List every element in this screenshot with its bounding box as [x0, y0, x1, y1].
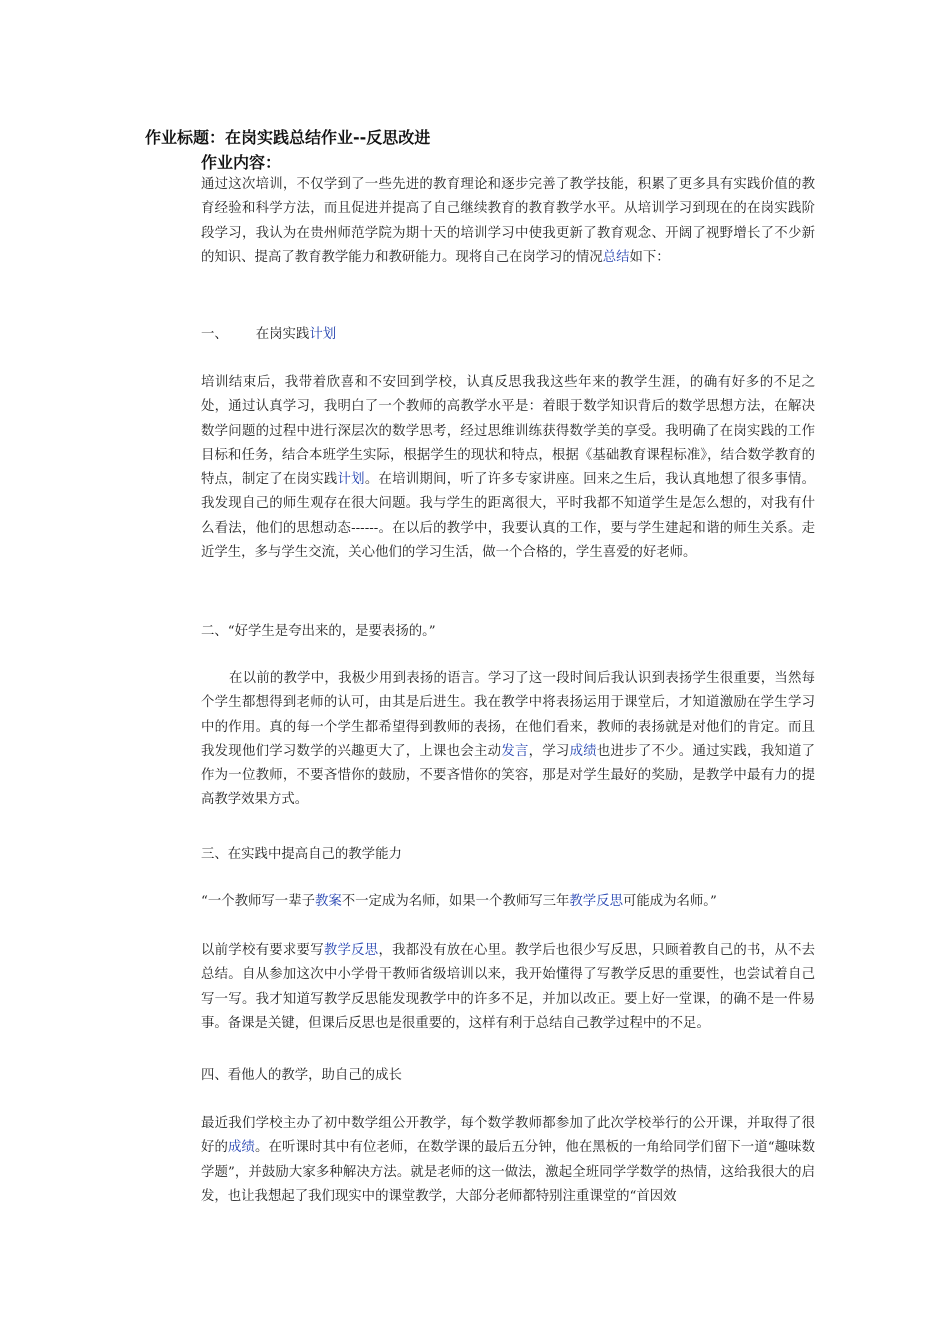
section-4-paragraph: 最近我们学校主办了初中数学组公开教学，每个数学教师都参加了此次学校举行的公开课，并取得了很好的成绩。在听课时其中有位老师，在数学课的最后五分钟，他在黑板的一角给同学们留下一道“趣味数学题”，并鼓励大家多种解决方法。就是老师的这一做法，激起全班同学学数学的热情，这给我很大的启发，也让我想起了我们现实中的课堂教学，大部分老师都特别注重课堂的“首因效 [201, 1116, 816, 1204]
speak-link[interactable]: 发言 [501, 743, 529, 759]
intro-paragraph: 通过这次培训，不仅学到了一些先进的教育理论和逐步完善了教学技能，积累了更多具有实践价值的教育经验和科学方法，而且促进并提高了自己继续教育的教育教学水平。从培训学习到现在的在岗实践阶段学习，我认为在贵州师范学院为期十天的培训学习中使我更新了教育观念、开阔了视野增长了不少新的知识、提高了教育教学能力和教研能力。现将自己在岗学习的情况总结如下： [201, 177, 815, 265]
section-1-paragraph: 培训结束后，我带着欣喜和不安回到学校，认真反思我我这些年来的教学生涯，的确有好多的不足之处，通过认真学习，我明白了一个教师的高教学水平是：着眼于数学知识背后的数学思想方法，在解决数学问题的过程中进行深层次的数学思考，经过思维训练获得数学美的享受。我明确了在岗实践的工作目标和任务，结合本班学生实际，根据学生的现状和特点，根据《基础教育课程标准》，结合数学教育的特点，制定了在岗实践计划。在培训期间，听了许多专家讲座。回来之生后，我认真地想了很多事情。我发现自己的师生观存在很大问题。我与学生的距离很大，平时我都不知道学生是怎么想的，对我有什么看法，他们的思想动态------。在以后的教学中，我要认真的工作，要与学生建起和谐的师生关系。走近学生，多与学生交流，关心他们的学习生活，做一个合格的，学生喜爱的好老师。 [201, 375, 816, 561]
section-3-paragraph: 以前学校有要求要写教学反思，我都没有放在心里。教学后也很少写反思，只顾着教自己的书，从不去总结。自从参加这次中小学骨干教师省级培训以来，我开始懂得了写教学反思的重要性，也尝试着自己写一写。我才知道写教学反思能发现教学中的许多不足，并加以改正。要上好一堂课，的确不是一件易事。备课是关键，但课后反思也是很重要的，这样有利于总结自己教学过程中的不足。 [201, 943, 816, 1031]
section-2-heading: 二、“好学生是夸出来的，是要表扬的。” [201, 624, 436, 639]
section-1-heading: 一、 在岗实践计划 [201, 327, 337, 342]
lesson-plan-link[interactable]: 教案 [314, 894, 342, 909]
plan-link-heading[interactable]: 计划 [309, 327, 337, 342]
content-label: 作业内容： [201, 153, 282, 172]
section-3-quote: “一个教师写一辈子教案不一定成为名师，如果一个教师写三年教学反思可能成为名师。” [201, 894, 717, 909]
results-link[interactable]: 成绩 [228, 1140, 255, 1156]
teaching-reflection-link-quote[interactable]: 教学反思 [569, 894, 623, 909]
assignment-title: 作业标题：在岗实践总结作业--反思改进 [145, 128, 431, 147]
summary-link[interactable]: 总结 [602, 249, 630, 265]
section-3-heading: 三、在实践中提高自己的教学能力 [201, 847, 402, 862]
section-4-heading: 四、看他人的教学，助自己的成长 [201, 1068, 402, 1083]
section-2-paragraph: 在以前的教学中，我极少用到表扬的语言。学习了这一段时间后我认识到表扬学生很重要，当然每个学生都想得到老师的认可，由其是后进生。我在教学中将表扬运用于课堂后，才知道激励在学生学习中的作用。真的每一个学生都希望得到教师的表扬，在他们看来，教师的表扬就是对他们的肯定。而且我发现他们学习数学的兴趣更大了，上课也会主动发言，学习成绩也进步了不少。通过实践，我知道了作为一位教师，不要吝惜你的鼓励，不要吝惜你的笑容，那是对学生最好的奖励，是教学中最有力的提高教学效果方式。 [201, 671, 816, 808]
teaching-reflection-link[interactable]: 教学反思 [323, 943, 379, 958]
plan-link[interactable]: 计划 [337, 472, 365, 488]
grades-link[interactable]: 成绩 [569, 743, 597, 759]
